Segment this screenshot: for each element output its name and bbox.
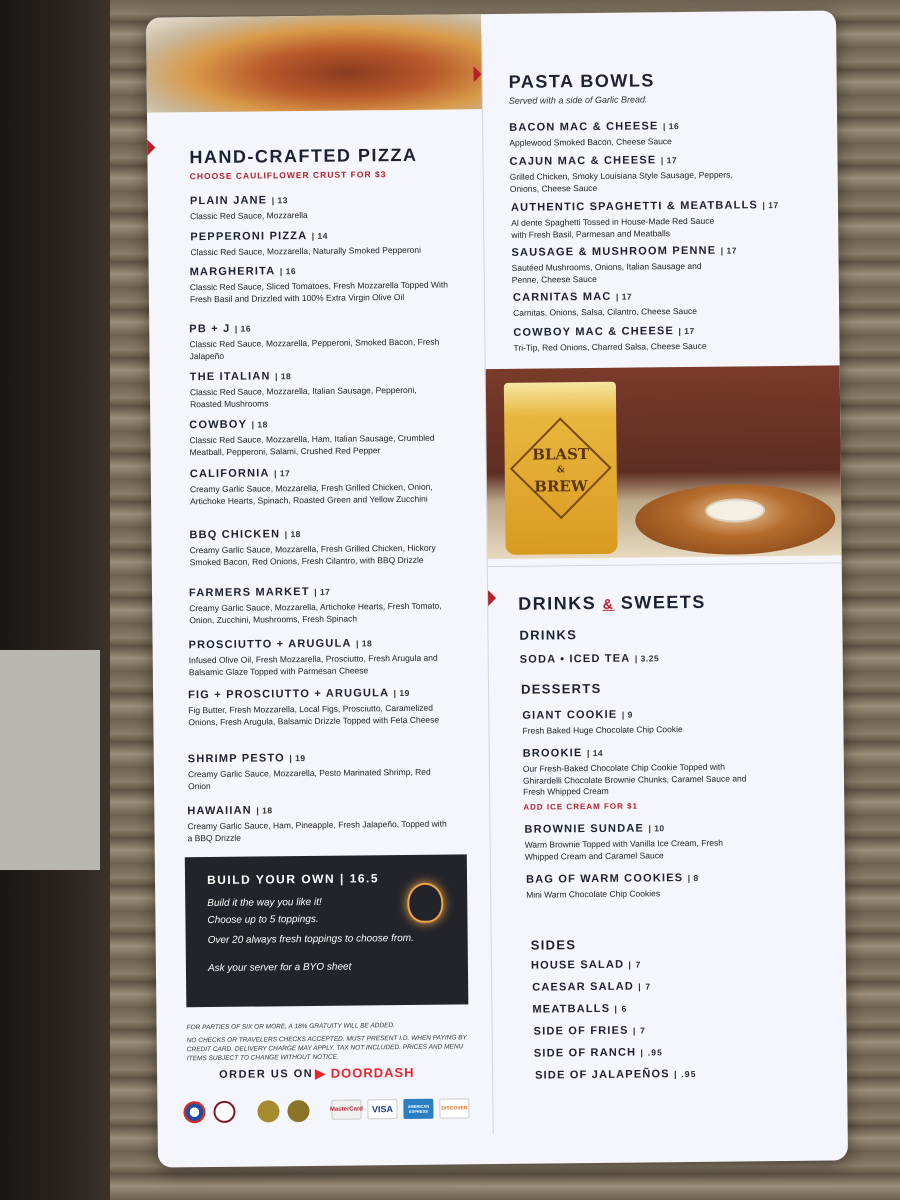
item-price: | 17 [274,468,291,479]
item-desc: Tri-Tip, Red Onions, Charred Salsa, Cheese Sauce [513,340,707,353]
item-name: SIDE OF RANCH [533,1046,637,1060]
byo-line: Ask your server for a BYO sheet [207,961,352,975]
item-desc: Classic Red Sauce, Mozzarella, Italian Sausage, Pepperoni, Roasted Mushrooms [189,384,417,409]
item-price: | 6 [614,1003,628,1014]
section-divider [487,562,842,567]
item-price: | 19 [393,687,410,699]
doordash-label: DOORDASH [330,1064,415,1081]
item-price: | 17 [314,586,331,597]
item-price: | 17 [660,155,678,166]
seal-logo [287,1100,309,1122]
item-name: PEPPERONI PIZZA [190,229,308,244]
pizza-item [189,316,449,362]
drinks-marker [488,590,496,606]
item-desc: Creamy Garlic Sauce, Mozzarella, Fresh Grilled Chicken, Onion, Artichoke Hearts, Spinach, Roasted Green and Yellow Zucchini [189,481,433,506]
item-desc: Fig Butter, Fresh Mozzarella, Local Figs, Prosciutto, Caramelized Onions, Fresh Arugula, Balsamic Drizzle Topped with Feta Cheese [188,702,440,727]
fine-print-line: FOR PARTIES OF SIX OR MORE, A 18% GRATUITY WILL BE ADDED. [186,1022,396,1032]
pasta-title: PASTA BOWLS [508,70,655,92]
visa-logo: VISA [367,1099,397,1119]
item-name: SIDE OF FRIES [533,1024,629,1038]
pasta-item [509,149,744,194]
item-name: HAWAIIAN [187,804,252,818]
item-price: | 13 [271,195,289,206]
title-part: DRINKS [518,592,597,614]
item-price: | 14 [311,230,329,241]
item-desc: Infused Olive Oil, Fresh Mozzarella, Prosciutto, Fresh Arugula and Balsamic Glaze Topped with Parmesan Cheese [188,652,438,677]
item-desc: Creamy Garlic Sauce, Ham, Pineapple, Fresh Jalapeño, Topped with a BBQ Drizzle [187,818,447,843]
item-desc: Our Fresh-Baked Chocolate Chip Cookie Topped with Ghirardelli Chocolate Brownie Chunks, Caramel Sauce and Fresh Whipped Cream [522,761,747,797]
side-item [534,1046,663,1059]
item-price: | .95 [640,1047,664,1058]
pizza-item [189,412,449,458]
item-name: THE ITALIAN [189,370,271,384]
amex-logo: AMERICAN EXPRESS [403,1099,433,1119]
item-name: COWBOY [189,418,248,432]
doordash-logo[interactable]: ▶ DOORDASH [314,1064,415,1081]
seal-logo [257,1100,279,1122]
item-price: | 17 [678,325,695,337]
item-price: | 17 [720,245,738,256]
item-price: | 10 [648,823,665,834]
item-price: | 18 [256,805,273,816]
item-name: GIANT COOKIE [522,708,618,722]
item-name: SAUSAGE & MUSHROOM PENNE [511,244,717,259]
dark-background [0,0,110,1200]
order-label: ORDER US ON [219,1067,314,1081]
item-name: SHRIMP PESTO [187,752,285,766]
item-desc: Creamy Garlic Sauce, Mozzarella, Fresh Grilled Chicken, Hickory Smoked Bacon, Red Onions, Fresh Cilantro, with BBQ Drizzle [189,542,436,567]
side-item [531,959,642,972]
item-price: | 18 [274,371,292,382]
item-name: CALIFORNIA [189,467,270,481]
item-name: PROSCIUTTO + ARUGULA [188,637,352,652]
pizza-item [190,461,450,507]
logo-line: BLAST [532,445,590,464]
item-price: | .95 [674,1068,697,1080]
item-desc: Classic Red Sauce, Sliced Tomatoes, Fresh Mozzarella Topped With Fresh Basil and Drizzled with 100% Extra Virgin Olive Oil [189,279,448,304]
item-name: AUTHENTIC SPAGHETTI & MEATBALLS [510,199,759,214]
item-price: | 9 [621,709,633,720]
item-price: | 18 [251,419,268,430]
fine-print-line: NO CHECKS OR TRAVELERS CHECKS ACCEPTED. MUST PRESENT I.D. WHEN PAYING BY CREDIT CARD. DELIVERY CHARGE MAY APPLY. TAX NOT INCLUDED. PRICES AND MENU ITEMS SUBJECT TO CHANGE WITHOUT NOTICE. [186,1034,467,1063]
pizza-item [189,581,449,627]
item-name: HOUSE SALAD [530,958,625,972]
item-desc: Carnitas, Onions, Salsa, Cilantro, Cheese Sauce [513,305,697,318]
item-desc: Sautéed Mushrooms, Onions, Italian Sausage and Penne, Cheese Sauce [511,260,702,285]
dessert-item [522,703,822,738]
item-name: PLAIN JANE [189,194,268,208]
item-desc: Warm Brownie Topped with Vanilla Ice Cream, Fresh Whipped Cream and Caramel Sauce [524,837,723,862]
dessert-item [526,867,826,902]
pizza-subtitle: CHOOSE CAULIFLOWER CRUST FOR $3 [189,169,387,182]
mastercard-logo: MasterCard [331,1099,361,1119]
pasta-item [509,115,809,150]
pizza-marker [147,140,155,156]
title-amp: & [602,595,615,612]
item-name: COWBOY MAC & CHEESE [513,325,675,339]
item-desc: Classic Red Sauce, Mozzarella, Pepperoni, Smoked Bacon, Fresh Jalapeño [189,336,440,361]
item-desc: Fresh Baked Huge Chocolate Chip Cookie [522,724,683,736]
item-price: | 17 [615,291,633,302]
item-name: CAJUN MAC & CHEESE [509,154,657,168]
item-name: MARGHERITA [189,265,276,279]
item-desc: Grilled Chicken, Smoky Louisiana Style Sausage, Peppers, Onions, Cheese Sauce [509,169,733,194]
beer-photo [486,365,842,559]
item-price: | 7 [632,1025,647,1036]
item-desc: Creamy Garlic Sauce, Mozzarella, Artichoke Hearts, Fresh Tomato, Onion, Zucchini, Mushrooms, Fresh Spinach [189,600,442,625]
pasta-item [511,195,811,241]
item-price: | 14 [586,747,604,759]
dessert-item [523,741,754,812]
item-extra: ADD ICE CREAM FOR $1 [523,801,639,812]
pizza-item [190,364,450,410]
floor-background [0,650,100,870]
item-price: | 18 [284,529,301,540]
item-desc: Classic Red Sauce, Mozzarella, Ham, Italian Sausage, Crumbled Meatball, Pepperoni, Salami, Crushed Red Pepper [189,432,435,457]
item-price: | 16 [662,121,680,132]
pasta-item [511,240,811,286]
pasta-subtitle: Served with a side of Garlic Bread. [508,94,648,106]
item-price: | 3.25 [634,653,660,664]
dessert-item [524,817,754,862]
pizza-title: HAND-CRAFTED PIZZA [189,144,418,168]
pizza-item [188,747,448,793]
item-name: BROWNIE SUNDAE [524,822,645,836]
flame-icon [407,883,443,923]
item-price: | 19 [289,753,306,764]
item-price: | 8 [687,872,699,884]
blast-brew-logo [523,446,599,495]
sides-heading: SIDES [530,937,577,953]
side-item [532,1003,627,1016]
logo-row [183,1094,483,1127]
item-name: SODA • ICED TEA [519,652,631,666]
pizza-item [188,633,448,679]
item-desc: Classic Red Sauce, Mozzarella [190,209,308,222]
side-item [532,980,651,993]
drinks-heading: DRINKS [519,627,578,643]
item-name: BACON MAC & CHEESE [509,120,659,134]
column-divider [481,34,494,1134]
item-price: | 18 [356,638,373,649]
beer-glass [504,382,618,555]
logo-line: BREW [534,477,588,496]
item-price: | 7 [628,959,642,970]
item-name: CAESAR SALAD [532,980,635,994]
desserts-heading: DESSERTS [520,680,602,697]
item-price: | 7 [638,981,652,992]
item-name: MEATBALLS [532,1002,611,1016]
pizza-item [187,799,447,845]
pasta-item [513,320,813,355]
pizza-item [190,224,450,258]
pepsi-logo [183,1101,205,1123]
item-desc: Creamy Garlic Sauce, Mozzarella, Pesto Marinated Shrimp, Red Onion [187,766,431,791]
drink-item [520,647,820,668]
byo-title: BUILD YOUR OWN | 16.5 [206,871,380,888]
byo-line: Build it the way you like it! [207,896,322,910]
title-part: SWEETS [620,591,706,613]
pasta-item [513,285,813,320]
item-price: | 16 [279,266,297,277]
byo-line: Over 20 always fresh toppings to choose from. [207,932,414,947]
pizza-item [189,522,449,568]
pasta-marker [474,66,482,82]
pizza-photo [146,14,482,113]
item-price: | 17 [762,200,779,211]
side-item [535,1068,697,1082]
item-desc: Al dente Spaghetti Tossed in House-Made Red Sauce with Fresh Basil, Parmesan and Meatballs [511,215,715,240]
discover-logo: DISCOVER [439,1098,469,1118]
pizza-item [190,259,450,305]
menu-card [146,10,848,1167]
item-desc: Applewood Smoked Bacon, Cheese Sauce [509,136,672,148]
byo-line: Choose up to 5 toppings. [207,913,319,927]
dr-pepper-logo [213,1101,235,1123]
logo-amp: & [556,465,565,476]
build-your-own-box [185,854,469,1007]
drinks-sweets-title [518,592,706,615]
side-item [534,1024,647,1037]
pizza-item [188,683,448,729]
pizza-item [190,188,450,222]
item-name: PB + J [189,322,231,336]
item-name: SIDE OF JALAPEÑOS [535,1068,670,1082]
item-name: BAG OF WARM COOKIES [525,872,684,886]
fine-print [187,1020,477,1063]
item-price: | 16 [234,323,252,334]
item-name: FARMERS MARKET [188,585,310,600]
item-desc: Mini Warm Chocolate Chip Cookies [526,888,661,900]
item-name: CARNITAS MAC [512,290,612,304]
item-name: BBQ CHICKEN [189,528,281,542]
item-name: FIG + PROSCIUTTO + ARUGULA [188,687,390,702]
item-desc: Classic Red Sauce, Mozzarella, Naturally Smoked Pepperoni [190,244,422,258]
item-name: BROOKIE [522,747,583,760]
